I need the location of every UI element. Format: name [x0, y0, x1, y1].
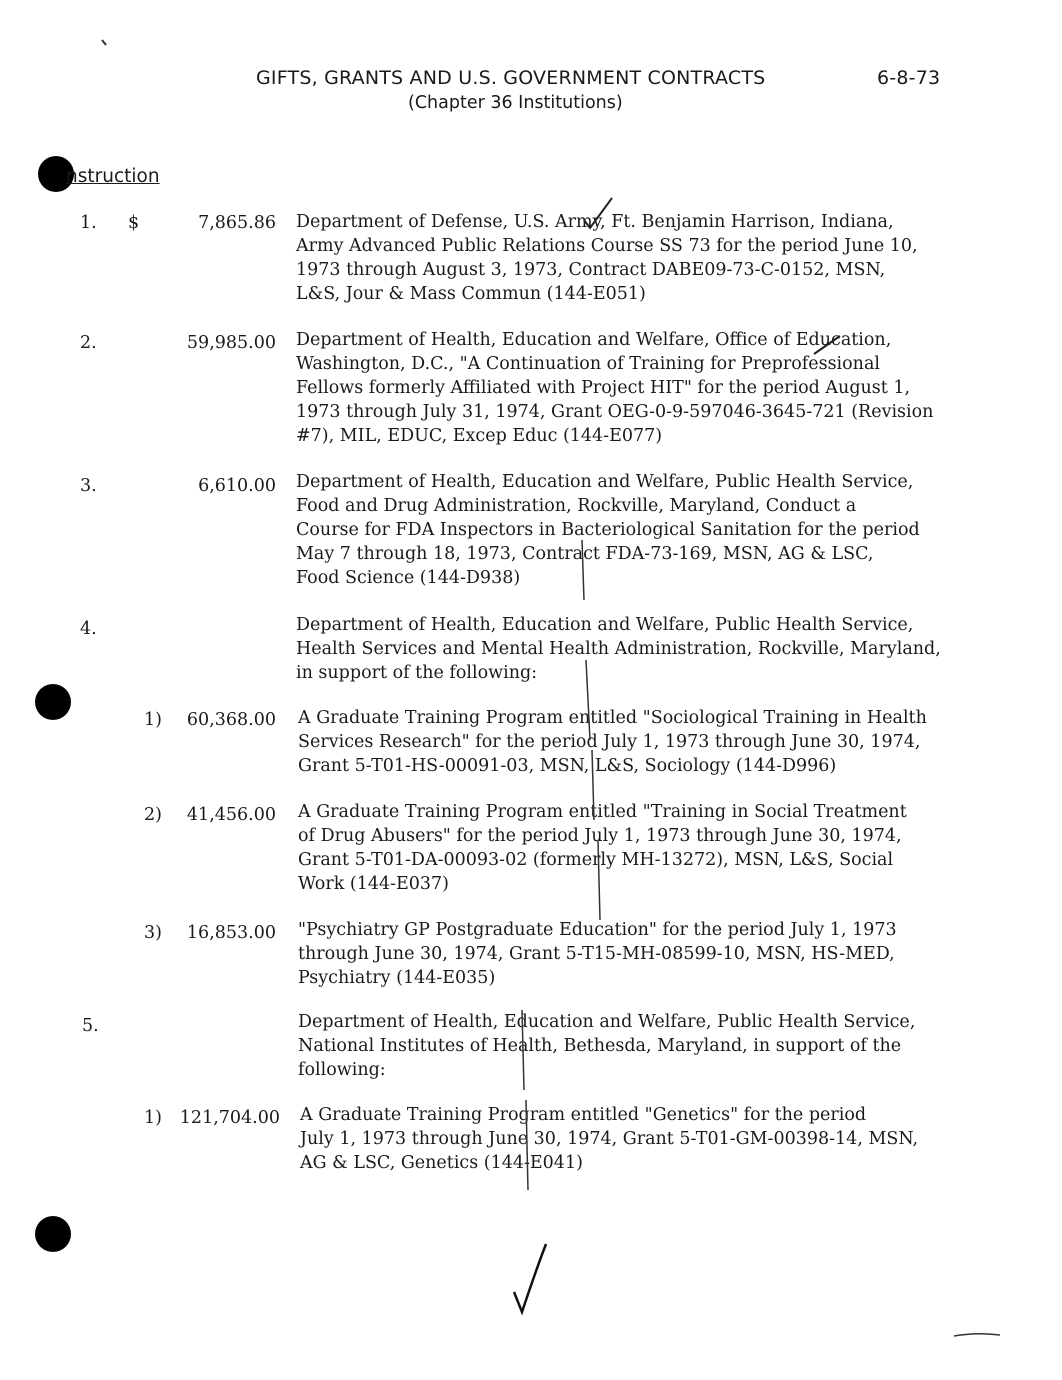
stray-pen-mark [100, 38, 110, 48]
subitem-index: 2) [144, 805, 162, 825]
description-line: Department of Health, Education and Welfare, Public Health Service, [298, 1012, 916, 1032]
document-date: 6-8-73 [877, 67, 941, 89]
description-line: Grant 5-T01-HS-00091-03, MSN, L&S, Sociology (144-D996) [298, 756, 837, 776]
handwritten-check-army [578, 194, 618, 234]
item-amount: 6,610.00 [198, 476, 276, 496]
subitem-index: 1) [144, 1108, 162, 1128]
subitem-description [298, 706, 927, 778]
handwritten-check-office [810, 332, 846, 362]
description-line: 1973 through July 31, 1974, Grant OEG-0-9-597046-3645-721 (Revision [296, 402, 934, 422]
description-line: A Graduate Training Program entitled "Sociological Training in Health [298, 708, 927, 728]
description-line: through June 30, 1974, Grant 5-T15-MH-08599-10, MSN, HS-MED, [298, 944, 895, 964]
description-line: of Drug Abusers" for the period July 1, 1973 through June 30, 1974, [298, 826, 902, 846]
description-line: Services Research" for the period July 1, 1973 through June 30, 1974, [298, 732, 921, 752]
subitem-amount: 41,456.00 [186, 805, 276, 825]
pen-stroke-vertical [576, 540, 606, 920]
binder-punch-hole [35, 1216, 71, 1252]
description-line: Department of Health, Education and Welfare, Public Health Service, [296, 472, 914, 492]
item-index: 4. [80, 619, 97, 639]
item-index: 1. [80, 213, 97, 233]
description-line: Department of Health, Education and Welfare, Office of Education, [296, 330, 892, 350]
subitem-amount: 60,368.00 [186, 710, 276, 730]
subitem-amount: 121,704.00 [179, 1108, 280, 1128]
subitem-index: 1) [144, 710, 162, 730]
description-line: Army Advanced Public Relations Course SS 73 for the period June 10, [296, 236, 918, 256]
description-line: A Graduate Training Program entitled "Training in Social Treatment [298, 802, 907, 822]
description-line: A Graduate Training Program entitled "Genetics" for the period [300, 1105, 867, 1125]
description-line: Washington, D.C., "A Continuation of Training for Preprofessional [296, 354, 880, 374]
description-line: L&S, Jour & Mass Commun (144-E051) [296, 284, 646, 304]
description-line: following: [298, 1060, 386, 1080]
subitem-description [298, 918, 897, 990]
description-line: Food and Drug Administration, Rockville, Maryland, Conduct a [296, 496, 857, 516]
item-index: 2. [80, 333, 97, 353]
pen-stroke-vertical [516, 1010, 536, 1190]
description-line: Department of Defense, U.S. Army, Ft. Benjamin Harrison, Indiana, [296, 212, 894, 232]
description-line: July 1, 1973 through June 30, 1974, Grant 5-T01-GM-00398-14, MSN, [300, 1129, 919, 1149]
description-line: Department of Health, Education and Welfare, Public Health Service, [296, 615, 914, 635]
description-line: AG & LSC, Genetics (144-E041) [300, 1153, 583, 1173]
section-heading: nstruction [66, 166, 160, 187]
description-line: 1973 through August 3, 1973, Contract DABE09-73-C-0152, MSN, [296, 260, 886, 280]
description-line: #7), MIL, EDUC, Excep Educ (144-E077) [296, 426, 663, 446]
binder-punch-hole [35, 684, 71, 720]
description-line: Course for FDA Inspectors in Bacteriological Sanitation for the period [296, 520, 920, 540]
description-line: Psychiatry (144-E035) [298, 968, 496, 988]
subitem-description [300, 1103, 918, 1175]
description-line: Health Services and Mental Health Administration, Rockville, Maryland, [296, 639, 941, 659]
description-line: National Institutes of Health, Bethesda, Maryland, in support of the [298, 1036, 902, 1056]
subitem-index: 3) [144, 923, 162, 943]
currency-sign: $ [128, 213, 140, 233]
item-index: 3. [80, 476, 97, 496]
item-description [296, 470, 920, 590]
description-line: Grant 5-T01-DA-00093-02 (formerly MH-13272), MSN, L&S, Social [298, 850, 894, 870]
handwritten-checkmark [500, 1240, 560, 1320]
description-line: Food Science (144-D938) [296, 568, 521, 588]
item-amount: 7,865.86 [198, 213, 276, 233]
subitem-amount: 16,853.00 [186, 923, 276, 943]
item-description [298, 1010, 915, 1082]
document-title: GIFTS, GRANTS AND U.S. GOVERNMENT CONTRACTS [256, 67, 766, 89]
description-line: "Psychiatry GP Postgraduate Education" for the period July 1, 1973 [298, 920, 897, 940]
item-amount: 59,985.00 [186, 333, 276, 353]
description-line: Fellows formerly Affiliated with Project HIT" for the period August 1, [296, 378, 911, 398]
document-subtitle: (Chapter 36 Institutions) [408, 93, 623, 113]
description-line: May 7 through 18, 1973, Contract FDA-73-169, MSN, AG & LSC, [296, 544, 874, 564]
description-line: in support of the following: [296, 663, 538, 683]
stray-pen-mark [952, 1330, 1002, 1340]
item-index: 5. [82, 1016, 99, 1036]
description-line: Work (144-E037) [298, 874, 450, 894]
item-description [296, 613, 941, 685]
